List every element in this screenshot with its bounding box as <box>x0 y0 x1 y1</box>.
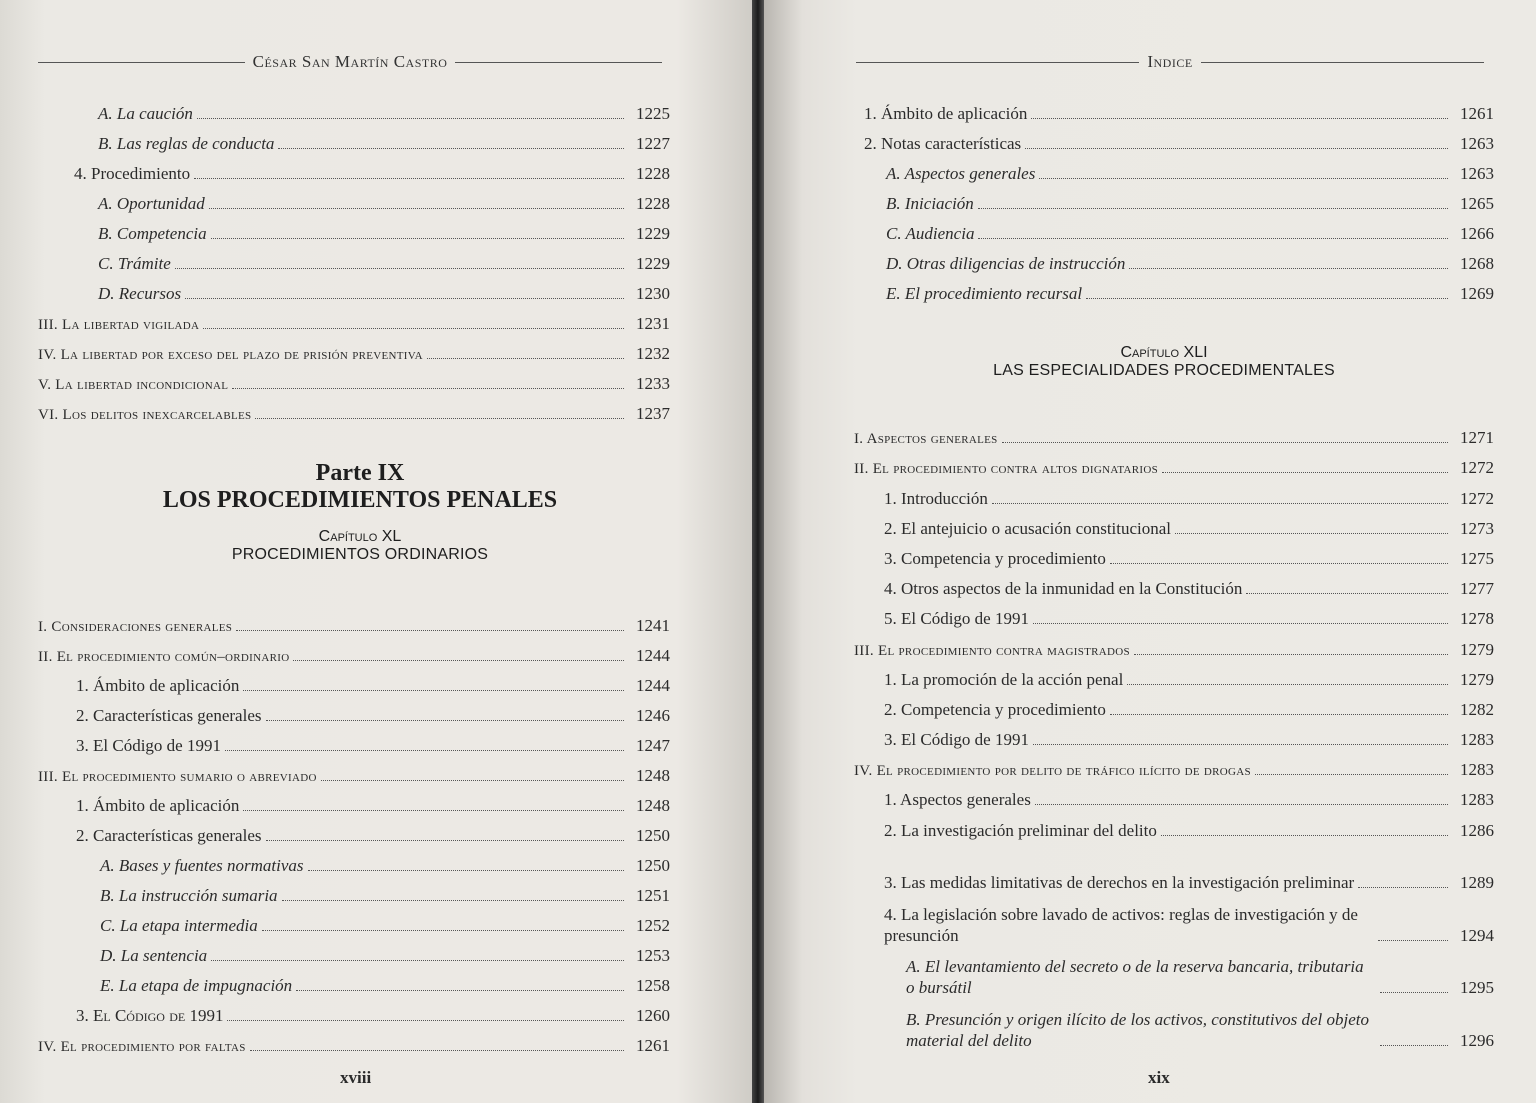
toc-entry-title: 1. Ámbito de aplicación <box>76 796 240 815</box>
dot-leader <box>1380 992 1448 993</box>
toc-page-number: 1279 <box>1460 669 1494 689</box>
toc-entry <box>38 94 670 124</box>
dot-leader <box>1255 774 1448 775</box>
toc-entry-title: 2. Características generales <box>76 706 262 725</box>
dot-leader <box>978 238 1448 239</box>
toc-page-number: 1265 <box>1460 194 1494 213</box>
toc-page-number: 1225 <box>636 104 670 123</box>
dot-leader <box>209 208 624 209</box>
toc-entry <box>38 666 670 696</box>
dot-leader <box>1134 654 1448 655</box>
toc-entry <box>38 154 670 184</box>
dot-leader <box>225 750 624 751</box>
toc-entry <box>854 478 1494 508</box>
toc-entry-title: C. Audiencia <box>886 224 975 243</box>
toc-entry-title: IV. La libertad por exceso del plazo de prisión preventiva <box>38 347 423 363</box>
toc-entry-title: B. Iniciación <box>886 194 974 213</box>
dot-leader <box>203 328 624 329</box>
toc-page-number: 1273 <box>1460 518 1494 538</box>
toc-entry-title: A. Aspectos generales <box>886 164 1036 183</box>
toc-entry-title: B. Presunción y origen ilícito de los activos, constitutivos del objeto material del delito <box>906 1009 1370 1050</box>
toc-entry-title: 3. El Código de 1991 <box>884 730 1029 750</box>
dot-leader <box>236 630 624 631</box>
toc-entry <box>854 660 1494 690</box>
toc-entry <box>38 966 670 996</box>
toc-entry <box>854 599 1494 629</box>
toc-entry-title: E. El procedimiento recursal <box>886 284 1083 303</box>
dot-leader <box>321 780 624 781</box>
toc-entry <box>38 364 670 394</box>
toc-entry <box>38 124 670 154</box>
toc-entry-title: 4. Procedimiento <box>74 164 191 183</box>
toc-entry-title: A. Oportunidad <box>98 194 205 213</box>
toc-entry <box>38 214 670 244</box>
toc-entry <box>854 124 1494 154</box>
toc-entry <box>854 244 1494 274</box>
toc-entry <box>854 94 1494 124</box>
dot-leader <box>243 810 624 811</box>
toc-entry <box>854 720 1494 750</box>
toc-page-number: 1286 <box>1460 820 1494 840</box>
toc-entry <box>854 690 1494 720</box>
toc-entry <box>854 780 1494 810</box>
toc-page-number: 1278 <box>1460 609 1494 629</box>
toc-entry <box>854 569 1494 599</box>
toc-entry <box>38 756 670 786</box>
toc-page-number: 1250 <box>636 856 670 875</box>
toc-entry <box>38 334 670 364</box>
toc-entry-title: III. El procedimiento sumario o abreviado <box>38 769 317 785</box>
part-heading <box>100 460 620 564</box>
toc-page-number: 1229 <box>636 224 670 243</box>
toc-entry <box>38 786 670 816</box>
toc-section <box>38 94 670 424</box>
toc-entry-title: A. Bases y fuentes normativas <box>100 856 304 875</box>
toc-section <box>38 606 670 1056</box>
toc-entry-title: C. Trámite <box>98 254 171 273</box>
running-header <box>38 52 662 72</box>
dot-leader <box>1035 804 1448 805</box>
toc-entry <box>854 154 1494 184</box>
dot-leader <box>278 148 624 149</box>
toc-entry-title: 2. La investigación preliminar del delito <box>884 820 1157 840</box>
toc-page-number: 1283 <box>1460 730 1494 750</box>
toc-entry-title: IV. El procedimiento por delito de tráfico ilícito de drogas <box>854 763 1251 780</box>
toc-page-number: 1261 <box>1460 104 1494 123</box>
dot-leader <box>262 930 624 931</box>
toc-entry <box>854 214 1494 244</box>
toc-page-number: 1244 <box>636 676 670 695</box>
toc-entry-title: V. La libertad incondicional <box>38 377 229 393</box>
toc-entry <box>854 509 1494 539</box>
toc-page-number: 1230 <box>636 284 670 303</box>
toc-page-number: 1279 <box>1460 639 1494 659</box>
toc-entry <box>38 184 670 214</box>
toc-entry <box>38 906 670 936</box>
toc-page-number: 1232 <box>636 344 670 363</box>
toc-entry <box>38 304 670 334</box>
chapter-heading <box>944 344 1384 380</box>
toc-entry-title: 2. Notas características <box>864 134 1022 153</box>
toc-entry-title: 1. Ámbito de aplicación <box>76 676 240 695</box>
toc-entry <box>38 876 670 906</box>
toc-page-number: 1263 <box>1460 134 1494 153</box>
toc-entry-title: 2. Características generales <box>76 826 262 845</box>
toc-page-number: 1266 <box>1460 224 1494 243</box>
toc-entry <box>38 936 670 966</box>
dot-leader <box>197 118 624 119</box>
header-text: César San Martín Castro <box>252 52 448 71</box>
part-label: Parte IX <box>315 460 405 486</box>
dot-leader <box>1358 887 1448 888</box>
dot-leader <box>282 900 624 901</box>
toc-entry <box>854 629 1494 659</box>
toc-page-number: 1248 <box>636 766 670 785</box>
toc-page-number: 1263 <box>1460 164 1494 183</box>
dot-leader <box>232 388 624 389</box>
toc-entry <box>38 244 670 274</box>
chapter-title: LAS ESPECIALIDADES PROCEDIMENTALES <box>993 362 1335 379</box>
toc-page-number: 1247 <box>636 736 670 755</box>
toc-entry-title: E. La etapa de impugnación <box>100 976 293 995</box>
dot-leader <box>1127 684 1448 685</box>
dot-leader <box>308 870 625 871</box>
dot-leader <box>1025 148 1448 149</box>
toc-page-number: 1227 <box>636 134 670 153</box>
toc-entry <box>38 726 670 756</box>
toc-entry-title: II. El procedimiento común–ordinario <box>38 649 290 665</box>
toc-page-number: 1244 <box>636 646 670 665</box>
toc-page-number: 1269 <box>1460 284 1494 303</box>
toc-entry-title: 1. Aspectos generales <box>884 790 1031 810</box>
toc-entry <box>38 996 670 1026</box>
dot-leader <box>1031 118 1448 119</box>
toc-entry-title: 2. Competencia y procedimiento <box>884 699 1106 719</box>
toc-page-number: 1277 <box>1460 579 1494 599</box>
toc-entry-title: D. Otras diligencias de instrucción <box>886 254 1126 273</box>
toc-page-number: 1272 <box>1460 488 1494 508</box>
toc-entry-title: 1. Ámbito de aplicación <box>864 104 1028 123</box>
toc-entry <box>38 636 670 666</box>
toc-entry-title: 4. Otros aspectos de la inmunidad en la Constitución <box>884 579 1243 599</box>
toc-section <box>854 418 1494 1051</box>
toc-entry-title: C. La etapa intermedia <box>100 916 258 935</box>
toc-entry <box>854 184 1494 214</box>
toc-entry <box>854 274 1494 304</box>
toc-entry-title: II. El procedimiento contra altos dignatarios <box>854 461 1159 478</box>
toc-page-number: 1233 <box>636 374 670 393</box>
toc-section <box>854 94 1494 304</box>
toc-entry-title: B. Competencia <box>98 224 207 243</box>
toc-page-number: 1296 <box>1460 1030 1494 1050</box>
toc-entry-title: D. La sentencia <box>100 946 208 965</box>
toc-entry-title: 1. La promoción de la acción penal <box>884 669 1124 689</box>
toc-entry <box>38 606 670 636</box>
header-rule-right <box>1201 62 1484 63</box>
left-page <box>0 0 752 1103</box>
dot-leader <box>255 418 624 419</box>
dot-leader <box>1246 593 1448 594</box>
dot-leader <box>175 268 624 269</box>
dot-leader <box>1039 178 1448 179</box>
dot-leader <box>1002 442 1448 443</box>
header-rule-left <box>38 62 245 63</box>
toc-page-number: 1268 <box>1460 254 1494 273</box>
toc-entry-title: I. Aspectos generales <box>854 431 998 448</box>
dot-leader <box>243 690 624 691</box>
toc-entry-title: 1. Introducción <box>884 488 988 508</box>
toc-entry-title: I. Consideraciones generales <box>38 619 233 635</box>
toc-entry-title: 3. El Código de 1991 <box>76 1006 224 1025</box>
dot-leader <box>427 358 624 359</box>
toc-entry <box>854 810 1494 840</box>
toc-entry <box>38 816 670 846</box>
dot-leader <box>1033 744 1448 745</box>
toc-entry-title: B. La instrucción sumaria <box>100 886 278 905</box>
toc-page-number: 1228 <box>636 164 670 183</box>
toc-entry-title: 3. Las medidas limitativas de derechos en la investigación preliminar <box>884 873 1355 893</box>
header-rule-right <box>455 62 662 63</box>
running-header <box>856 52 1484 72</box>
toc-page-number: 1271 <box>1460 428 1494 448</box>
toc-page-number: 1241 <box>636 616 670 635</box>
toc-entry <box>854 539 1494 569</box>
dot-leader <box>1129 268 1448 269</box>
toc-entry-title: B. Las reglas de conducta <box>98 134 275 153</box>
toc-entry-title: III. El procedimiento contra magistrados <box>854 642 1130 659</box>
dot-leader <box>1110 563 1448 564</box>
toc-entry <box>38 846 670 876</box>
toc-page-number: 1248 <box>636 796 670 815</box>
toc-entry-title: 3. Competencia y procedimiento <box>884 548 1106 568</box>
dot-leader <box>1175 533 1448 534</box>
toc-entry-title: 3. El Código de 1991 <box>76 736 221 755</box>
dot-leader <box>1378 940 1448 941</box>
toc-entry <box>854 448 1494 478</box>
dot-leader <box>992 503 1448 504</box>
dot-leader <box>1380 1045 1448 1046</box>
toc-entry-title: 5. El Código de 1991 <box>884 609 1029 629</box>
dot-leader <box>250 1050 624 1051</box>
toc-entry <box>38 1026 670 1056</box>
toc-page-number: 1282 <box>1460 699 1494 719</box>
page-number: xviii <box>340 1068 372 1087</box>
toc-page-number: 1261 <box>636 1036 670 1055</box>
dot-leader <box>211 960 624 961</box>
toc-entry <box>854 893 1494 946</box>
dot-leader <box>293 660 624 661</box>
toc-page-number: 1251 <box>636 886 670 905</box>
dot-leader <box>1086 298 1448 299</box>
toc-page-number: 1258 <box>636 976 670 995</box>
dot-leader <box>1033 623 1448 624</box>
toc-page-number: 1231 <box>636 314 670 333</box>
toc-entry-title: IV. El procedimiento por faltas <box>38 1039 246 1055</box>
toc-page-number: 1283 <box>1460 760 1494 780</box>
dot-leader <box>1161 835 1448 836</box>
toc-entry-title: D. Recursos <box>98 284 182 303</box>
toc-page-number: 1228 <box>636 194 670 213</box>
toc-entry-title: A. El levantamiento del secreto o de la reserva bancaria, tributaria o bursátil <box>906 957 1364 998</box>
toc-entry <box>38 274 670 304</box>
toc-entry-title: A. La caución <box>98 104 193 123</box>
toc-page-number: 1275 <box>1460 548 1494 568</box>
toc-entry-title: 2. El antejuicio o acusación constitucional <box>884 518 1172 538</box>
toc-page-number: 1295 <box>1460 978 1494 998</box>
toc-page-number: 1237 <box>636 404 670 423</box>
dot-leader <box>227 1020 624 1021</box>
dot-leader <box>266 720 625 721</box>
toc-entry <box>854 841 1494 894</box>
dot-leader <box>1110 714 1448 715</box>
toc-page-number: 1252 <box>636 916 670 935</box>
header-rule-left <box>856 62 1139 63</box>
toc-page-number: 1272 <box>1460 458 1494 478</box>
toc-entry <box>38 394 670 424</box>
page-number: xix <box>1148 1068 1170 1087</box>
toc-entry <box>854 750 1494 780</box>
toc-entry-title: III. La libertad vigilada <box>38 317 200 333</box>
right-page <box>764 0 1536 1103</box>
dot-leader <box>211 238 624 239</box>
book-gutter <box>752 0 764 1103</box>
part-title: LOS PROCEDIMIENTOS PENALES <box>162 487 558 513</box>
toc-page-number: 1260 <box>636 1006 670 1025</box>
toc-page-number: 1229 <box>636 254 670 273</box>
toc-entry <box>854 998 1494 1051</box>
chapter-title: PROCEDIMIENTOS ORDINARIOS <box>231 546 489 563</box>
toc-entry-title: VI. Los delitos inexcarcelables <box>38 407 252 423</box>
toc-entry-title: 4. La legislación sobre lavado de activos: reglas de investigación y de presunción <box>884 904 1358 945</box>
toc-entry <box>854 418 1494 448</box>
toc-page-number: 1289 <box>1460 873 1494 893</box>
toc-page-number: 1294 <box>1460 925 1494 945</box>
toc-entry <box>854 946 1494 999</box>
toc-page-number: 1246 <box>636 706 670 725</box>
toc-page-number: 1250 <box>636 826 670 845</box>
chapter-label: Capítulo XL <box>318 528 402 545</box>
header-text: Indice <box>1147 52 1193 71</box>
dot-leader <box>194 178 624 179</box>
toc-page-number: 1283 <box>1460 790 1494 810</box>
dot-leader <box>185 298 624 299</box>
dot-leader <box>1162 472 1448 473</box>
dot-leader <box>296 990 624 991</box>
dot-leader <box>266 840 625 841</box>
chapter-label: Capítulo XLI <box>1120 344 1208 361</box>
dot-leader <box>978 208 1448 209</box>
toc-page-number: 1253 <box>636 946 670 965</box>
toc-entry <box>38 696 670 726</box>
